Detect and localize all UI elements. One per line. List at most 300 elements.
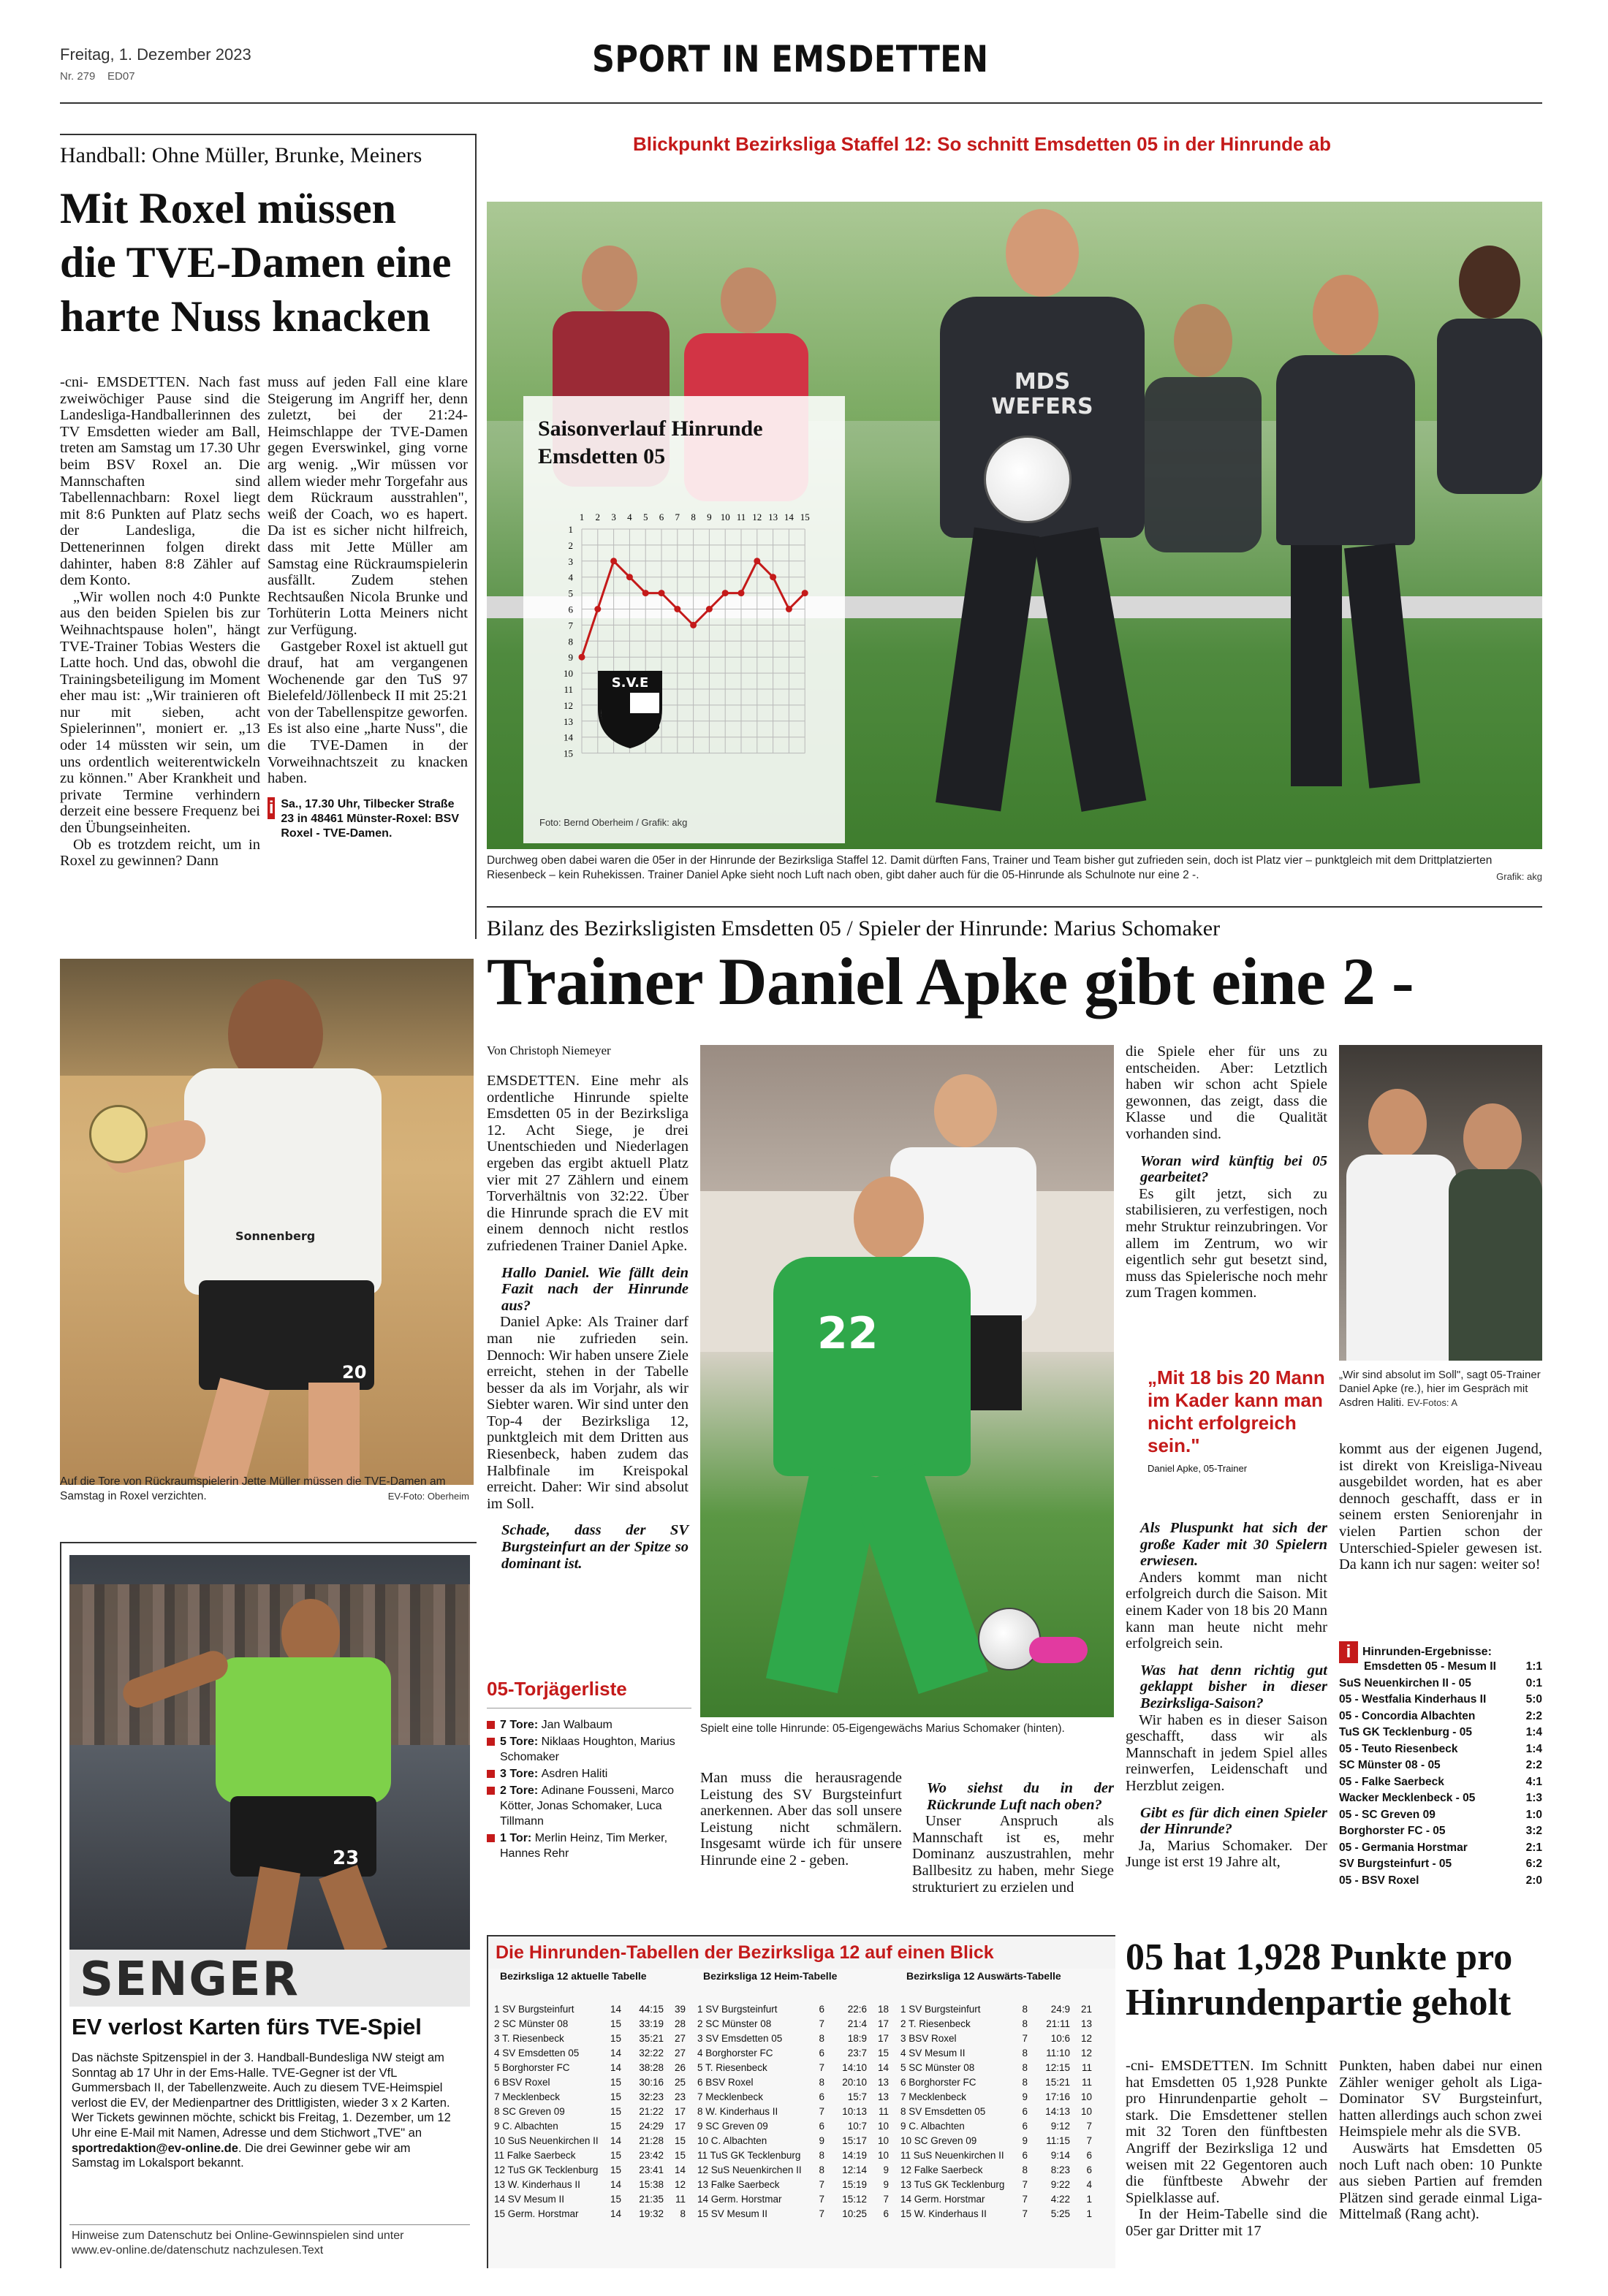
table-row <box>494 2017 691 2031</box>
masthead-rule <box>60 102 1542 104</box>
player-head <box>1368 1089 1427 1159</box>
table-row <box>900 2031 1112 2046</box>
data-point <box>690 622 697 628</box>
goals-cell: 11:15 <box>1046 2135 1070 2146</box>
y-tick-label: 6 <box>568 604 573 615</box>
paragraph: muss auf jeden Fall eine klare Steigerung im Angriff her, denn zuletzt, bei der 21:24-Heimschlappe der TVE-Damen gegen Everswinkel, ging vorne arg wenig. „Wir müssen vor allem wieder mehr Torgefahr aus dem Rückraum ausstrahlen", weiß der Coach, wo es hapert. Da ist es sicher nicht hilfreich, dass mit Jette Müller am Samstag eine Rückraumspielerin ausfällt. Zudem stehen Rechtsaußen Nicola Brunke und Torhüterin Lotta Meiners nicht zur Verfügung. <box>268 374 468 638</box>
main-col-3b <box>912 1770 1114 1896</box>
tickets-email-link[interactable]: sportredaktion@ev-online.de <box>72 2141 238 2155</box>
y-tick-label: 15 <box>564 748 573 759</box>
data-point <box>674 606 680 612</box>
info-icon: i <box>1339 1641 1358 1663</box>
result-row <box>1339 1725 1542 1741</box>
main-col-2b <box>700 1770 902 1869</box>
result-score: 6:2 <box>1525 1858 1542 1870</box>
y-tick-label: 4 <box>568 571 573 583</box>
sponsor-banner <box>69 1950 470 2007</box>
y-tick-label: 14 <box>564 731 573 743</box>
points-cell: 1 <box>1086 2194 1092 2205</box>
shirt-sponsor: Sonnenberg <box>235 1229 316 1243</box>
goals-cell: 35:21 <box>639 2033 664 2044</box>
team-cell: 2 T. Riesenbeck <box>900 2018 971 2029</box>
team-cell: 10 C. Albachten <box>697 2135 767 2146</box>
result-score: 4:1 <box>1525 1775 1542 1788</box>
bullet-icon <box>487 1770 495 1778</box>
goal-count: 3 Tore: <box>500 1768 542 1780</box>
x-tick-label: 14 <box>784 512 794 522</box>
handball-ball <box>89 1105 148 1163</box>
torjaeger-box <box>487 1678 691 1863</box>
result-row <box>1339 1774 1542 1791</box>
result-row <box>1339 1692 1542 1708</box>
games-cell: 6 <box>1022 2106 1028 2117</box>
x-tick-label: 4 <box>627 512 632 522</box>
byline: Von Christoph Niemeyer <box>487 1044 611 1057</box>
paragraph: die Spiele eher für uns zu entscheiden. Aber: Letztlich haben wir schon acht Spiele gewonnen, das zeigt, dass die Klasse und die Qualität vorhanden sind. <box>1126 1044 1327 1142</box>
team-cell: 9 SC Greven 09 <box>697 2121 768 2132</box>
paragraph: Daniel Apke: Als Trainer darf man nie zufrieden sein. Dennoch: Wir haben unsere Ziele erreicht, stehen in der Tabelle besser da als im Vorjahr, als wir Siebter waren. Wir sind unter den Top-4 der Bezirksliga 12, punktgleich mit dem Dritten aus Riesenbeck, haben zudem das Halbfinale im Kreispokal erreicht. Daher: Wir sind absolut im Soll. <box>487 1314 689 1512</box>
games-cell: 15 <box>610 2033 621 2044</box>
interview-question: Hallo Daniel. Wie fällt dein Fazit nach der Hinrunde aus? <box>501 1264 689 1314</box>
goal-count: 2 Tore: <box>500 1784 542 1797</box>
table-row <box>697 2002 895 2017</box>
tickets-text: Das nächste Spitzenspiel in der 3. Handball-Bundesliga NW steigt am Sonntag ab 17 Uhr in der Ems-Halle. TVE-Gegner ist der VfL Gummersbach II, der Tabellenzweite. Auch zu diesem TVE-Heimspiel verlost die EV, der Medienpartner des Drittligisten, wieder 3 x 2 Karten. Wer Tickets gewinnen möchte, schickt bis Freitag, 1. Dezember, um 12 Uhr eine E-Mail mit Namen, Adresse und dem Stichwort „TVE" an <box>72 2051 451 2140</box>
games-cell: 14 <box>610 2208 621 2219</box>
result-score: 0:1 <box>1525 1676 1542 1689</box>
interview-question: Wo siehst du in der Rückrunde Luft nach oben? <box>927 1780 1114 1813</box>
games-cell: 6 <box>819 2004 824 2015</box>
goals-cell: 19:32 <box>639 2208 664 2219</box>
points-cell: 12 <box>1080 2048 1092 2059</box>
table-title: Bezirksliga 12 Heim-Tabelle <box>703 1970 838 1982</box>
result-match: 05 - Westfalia Kinderhaus II <box>1339 1693 1487 1706</box>
points-cell: 9 <box>883 2179 889 2190</box>
goals-cell: 21:11 <box>1046 2018 1070 2029</box>
result-score: 1:0 <box>1525 1808 1542 1821</box>
scorer-row <box>487 1831 691 1861</box>
goals-cell: 22:6 <box>847 2004 867 2015</box>
coach-jacket <box>1449 1169 1542 1361</box>
games-cell: 6 <box>819 2048 824 2059</box>
points-cell: 15 <box>674 2150 686 2161</box>
result-match: SC Münster 08 - 05 <box>1339 1759 1441 1771</box>
paragraph: kommt aus der eigenen Jugend, ist direkt von Kreisliga-Niveau ausgebildet worden, hat es aber dennoch geschafft, dass er in seinem ersten Seniorenjahr in vielen Partien schon der Unterschied-Spieler gewesen ist. Da kann ich nur sagen: weiter so! <box>1339 1441 1542 1573</box>
goals-cell: 33:19 <box>639 2018 664 2029</box>
goals-cell: 21:35 <box>639 2194 664 2205</box>
points-cell: 13 <box>877 2077 889 2088</box>
x-tick-label: 2 <box>595 512 601 522</box>
data-point <box>738 590 745 596</box>
table-row <box>494 2163 691 2178</box>
goals-cell: 5:25 <box>1050 2208 1070 2219</box>
player-shirt <box>184 1068 382 1295</box>
games-cell: 15 <box>610 2121 621 2132</box>
table-row <box>697 2207 895 2221</box>
goals-cell: 21:28 <box>639 2135 664 2146</box>
pink-boot <box>1029 1637 1088 1663</box>
scorer-row <box>487 1717 691 1733</box>
banner-text: SENGER <box>80 1953 300 2007</box>
games-cell: 7 <box>819 2208 824 2219</box>
goals-cell: 18:9 <box>847 2033 867 2044</box>
tickets-body <box>72 2050 459 2171</box>
points-cell: 10 <box>877 2121 889 2132</box>
result-row <box>1339 1873 1542 1890</box>
goals-cell: 14:13 <box>1045 2106 1070 2117</box>
paragraph: Punkten, haben dabei nur einen Zähler weniger geholt als Liga-Dominator SV Burgsteinfurt, hatten allerdings auch schon zwei Heimspiele mehr als die SVB. <box>1339 2058 1542 2140</box>
points-cell: 26 <box>674 2062 686 2073</box>
coach-head <box>1463 1103 1522 1174</box>
games-cell: 8 <box>1022 2048 1028 2059</box>
result-match: Borghorster FC - 05 <box>1339 1825 1446 1837</box>
team-cell: 14 Germ. Horstmar <box>697 2194 782 2205</box>
team-cell: 15 SV Mesum II <box>697 2208 768 2219</box>
result-score: 2:2 <box>1525 1759 1542 1771</box>
table-away <box>900 1970 1112 2221</box>
scorer-row <box>487 1766 691 1782</box>
caption-credit: Grafik: akg <box>1496 871 1542 882</box>
result-row <box>1339 1807 1542 1824</box>
points-cell: 15 <box>877 2048 889 2059</box>
team-cell: 5 T. Riesenbeck <box>697 2062 767 2073</box>
soccer-ball <box>984 436 1072 523</box>
masthead-issue <box>60 70 135 83</box>
goals-cell: 15:12 <box>842 2194 867 2205</box>
goals-cell: 44:15 <box>639 2004 664 2015</box>
main-col-1 <box>487 1073 689 1572</box>
footer-link[interactable]: www.ev-online.de/datenschutz nachzulesen.Text <box>72 2244 324 2257</box>
bullet-icon <box>487 1721 495 1729</box>
table-row <box>494 2192 691 2207</box>
team-cell: 5 SC Münster 08 <box>900 2062 975 2073</box>
goals-cell: 11:10 <box>1046 2048 1070 2059</box>
result-row <box>1339 1659 1542 1676</box>
x-tick-label: 11 <box>736 512 746 522</box>
table-row <box>900 2192 1112 2207</box>
games-cell: 7 <box>1022 2179 1028 2190</box>
team-cell: 1 SV Burgsteinfurt <box>900 2004 981 2015</box>
goals-cell: 30:16 <box>639 2077 664 2088</box>
apke-caption <box>1339 1368 1542 1410</box>
result-match: 05 - BSV Roxel <box>1339 1874 1419 1887</box>
result-row <box>1339 1840 1542 1857</box>
goals-cell: 10:6 <box>1050 2033 1070 2044</box>
shorts-number: 23 <box>333 1847 360 1869</box>
games-cell: 7 <box>819 2194 824 2205</box>
headline-line-3: harte Nuss knacken <box>60 292 431 341</box>
games-cell: 9 <box>1022 2091 1028 2102</box>
player-leg <box>194 1377 270 1485</box>
table-row <box>900 2075 1112 2090</box>
result-row <box>1339 1741 1542 1758</box>
team-cell: 12 Falke Saerbeck <box>900 2164 983 2175</box>
result-score: 1:1 <box>1525 1660 1542 1673</box>
goals-cell: 20:10 <box>842 2077 867 2088</box>
result-score: 2:1 <box>1525 1841 1542 1854</box>
result-score: 3:2 <box>1525 1825 1542 1837</box>
games-cell: 7 <box>819 2106 824 2117</box>
result-match: SuS Neuenkirchen II - 05 <box>1339 1676 1471 1689</box>
goals-cell: 15:21 <box>1045 2077 1070 2088</box>
schomaker-photo <box>700 1045 1114 1717</box>
table-row <box>494 2134 691 2148</box>
data-point <box>770 574 776 580</box>
chart-title: Saisonverlauf Hinrunde Emsdetten 05 <box>538 417 763 468</box>
paragraph: -cni- EMSDETTEN. Im Schnitt hat Emsdetten 05 1,928 Punkte pro Hinrundenpartie geholt – stark. Die Emsdettener stellen mit 32 Toren den fünftbesten Angriff der Bezirksliga 12 und weisen mit 22 Gegentoren auch die fünftbeste Abwehr der Spielklasse auf. <box>1126 2058 1327 2206</box>
team-cell: 6 BSV Roxel <box>494 2077 550 2088</box>
points-cell: 10 <box>1080 2091 1092 2102</box>
paragraph: Anders kommt man nicht erfolgreich durch die Saison. Mit einem Kader von 18 bis 20 Mann kann man heute nicht mehr erfolgreich sein. <box>1126 1569 1327 1652</box>
games-cell: 14 <box>610 2048 621 2059</box>
team-cell: 7 Mecklenbeck <box>697 2091 764 2102</box>
goals-cell: 10:7 <box>847 2121 867 2132</box>
table-row <box>697 2148 895 2163</box>
caption-text: Durchweg oben dabei waren die 05er in der Hinrunde der Bezirksliga Staffel 12. Damit dürften Fans, Trainer und Team bisher gut zufrieden sein, doch ist Platz vier – punktgleich mit dem Drittplatzierten Riesenbeck – kein Ruhekissen. Trainer Daniel Apke sieht noch Luft nach oben, gibt daher auch für die 05-Hinrunde als Schulnote nur eine 2 -. <box>487 854 1493 881</box>
table-home <box>697 1970 895 2221</box>
result-score: 5:0 <box>1525 1693 1542 1706</box>
points-cell: 21 <box>1080 2004 1092 2015</box>
result-match: 05 - Concordia Albachten <box>1339 1709 1476 1722</box>
games-cell: 14 <box>610 2004 621 2015</box>
table-row <box>900 2119 1112 2134</box>
goals-cell: 32:22 <box>639 2048 664 2059</box>
season-chart <box>523 484 845 835</box>
paragraph: Unser Anspruch als Mannschaft ist es, mehr Dominanz auszustrahlen, mehr Ballbesitz zu haben, mehr Siege strukturiert zu erzielen und <box>912 1813 1114 1896</box>
table-title: Bezirksliga 12 aktuelle Tabelle <box>500 1970 647 1982</box>
photo-credit: EV-Fotos: A <box>1407 1397 1458 1408</box>
paragraph: Gastgeber Roxel ist aktuell gut drauf, hat am vergangenen Wochenende gar den TuS 97 Bielefeld/Jöllenbeck II mit 25:21 von der Tabellenspitze geworfen. Es ist also eine „harte Nuss", die die TVE-Damen in der Vorweihnachtszeit zu knacken haben. <box>268 638 468 787</box>
goals-cell: 14:10 <box>842 2062 867 2073</box>
points-cell: 6 <box>883 2208 889 2219</box>
games-cell: 14 <box>610 2135 621 2146</box>
points-cell: 39 <box>674 2004 686 2015</box>
caption-text: „Wir sind absolut im Soll", sagt 05-Trainer Daniel Apke (re.), hier im Gespräch mit Asdren Haliti. <box>1339 1369 1541 1409</box>
headline-line-1: Mit Roxel müssen <box>60 184 396 232</box>
table-row <box>900 2046 1112 2061</box>
player-leg <box>319 1865 387 1961</box>
data-point <box>610 558 617 564</box>
goals-cell: 24:9 <box>1050 2004 1070 2015</box>
club-logo-text: S.V.E <box>611 675 649 691</box>
paragraph: Wir haben es in dieser Saison geschafft, dass wir als Mannschaft in jedem Spiel alles reinwerfen, Leidenschaft und Herzblut zeigen. <box>1126 1711 1327 1794</box>
team-cell: 6 Borghorster FC <box>900 2077 976 2088</box>
handball-col-2 <box>268 374 468 841</box>
data-point <box>786 606 792 612</box>
data-point <box>594 606 601 612</box>
footer-line: Hinweise zum Datenschutz bei Online-Gewinnspielen sind unter <box>72 2230 404 2242</box>
team-cell: 2 SC Münster 08 <box>494 2018 569 2029</box>
table-row <box>697 2163 895 2178</box>
points-cell: 12 <box>1080 2033 1092 2044</box>
points-cell: 1 <box>1086 2208 1092 2219</box>
table-row <box>494 2207 691 2221</box>
team-cell: 10 SC Greven 09 <box>900 2135 977 2146</box>
games-cell: 7 <box>819 2179 824 2190</box>
teammate-player <box>1276 275 1415 786</box>
bullet-icon <box>487 1738 495 1746</box>
points-cell: 13 <box>1080 2018 1092 2029</box>
scorer-names: Niklaas Houghton, Marius Schomaker <box>500 1736 675 1763</box>
team-cell: 11 SuS Neuenkirchen II <box>900 2150 1004 2161</box>
points-cell: 13 <box>877 2091 889 2102</box>
scorer-names: Asdren Haliti <box>541 1768 608 1780</box>
results-title: Hinrunden-Ergebnisse: <box>1362 1646 1492 1658</box>
table-row <box>697 2192 895 2207</box>
team-cell: 11 TuS GK Tecklenburg <box>697 2150 801 2161</box>
y-tick-label: 5 <box>568 588 573 599</box>
result-score: 1:3 <box>1525 1792 1542 1804</box>
goals-cell: 15:38 <box>639 2179 664 2190</box>
quote-text: „Mit 18 bis 20 Mann im Kader kann man nicht erfolgreich sein." <box>1148 1366 1325 1456</box>
points-cell: 11 <box>675 2194 686 2205</box>
y-tick-label: 11 <box>564 684 573 695</box>
result-row <box>1339 1708 1542 1725</box>
result-row <box>1339 1856 1542 1873</box>
goals-cell: 23:42 <box>639 2150 664 2161</box>
table-current <box>494 1970 691 2221</box>
goal-count: 1 Tor: <box>500 1832 535 1844</box>
points-cell: 17 <box>674 2106 686 2117</box>
result-score: 1:4 <box>1525 1726 1542 1738</box>
team-cell: 3 T. Riesenbeck <box>494 2033 564 2044</box>
points-cell: 17 <box>877 2033 889 2044</box>
issue-number: Nr. 279 <box>60 70 96 83</box>
points-cell: 11 <box>1081 2062 1092 2073</box>
main-col-3c <box>1126 1510 1327 1871</box>
points-cell: 8 <box>680 2208 686 2219</box>
team-cell: 8 SV Emsdetten 05 <box>900 2106 986 2117</box>
games-cell: 8 <box>1022 2004 1028 2015</box>
table-row <box>697 2061 895 2075</box>
points-col-2 <box>1339 2058 1542 2223</box>
result-match: SV Burgsteinfurt - 05 <box>1339 1858 1452 1870</box>
team-cell: 13 TuS GK Tecklenburg <box>900 2179 1005 2190</box>
games-cell: 15 <box>610 2150 621 2161</box>
result-match: 05 - Germania Horstmar <box>1339 1841 1468 1854</box>
y-tick-label: 9 <box>568 652 573 664</box>
result-match: 05 - Falke Saerbeck <box>1339 1775 1444 1788</box>
table-row <box>900 2017 1112 2031</box>
points-cell: 7 <box>1086 2121 1092 2132</box>
points-cell: 28 <box>674 2018 686 2029</box>
goals-cell: 15:19 <box>842 2179 867 2190</box>
result-match: TuS GK Tecklenburg - 05 <box>1339 1726 1473 1738</box>
games-cell: 8 <box>819 2150 824 2161</box>
goals-cell: 9:14 <box>1050 2150 1070 2161</box>
table-row <box>697 2046 895 2061</box>
blickpunkt-caption <box>487 854 1542 884</box>
games-cell: 8 <box>1022 2164 1028 2175</box>
points-cell: 27 <box>674 2033 686 2044</box>
tables-heading: Die Hinrunden-Tabellen der Bezirksliga 12 auf einen Blick <box>496 1942 994 1963</box>
scorer-row <box>487 1734 691 1765</box>
table-row <box>697 2178 895 2192</box>
team-cell: 8 SC Greven 09 <box>494 2106 565 2117</box>
team-cell: 9 C. Albachten <box>900 2121 965 2132</box>
goals-cell: 21:22 <box>639 2106 664 2117</box>
team-cell: 12 SuS Neuenkirchen II <box>697 2164 802 2175</box>
points-col-1 <box>1126 2058 1327 2240</box>
paragraph: EMSDETTEN. Eine mehr als ordentliche Hinrunde spielte Emsdetten 05 in der Bezirksliga 12. Acht Siege, je drei Unentschieden und Niederlagen ergeben das ergibt aktuell Platz vier mit 27 Zählern und einem Torverhältnis von 32:22. Über die Hinrunde sprach die EV mit einem dennoch nicht restlos zufriedenen Trainer Daniel Apke. <box>487 1073 689 1254</box>
games-cell: 15 <box>610 2091 621 2102</box>
goals-cell: 24:29 <box>639 2121 664 2132</box>
info-text: Sa., 17.30 Uhr, Tilbecker Straße 23 in 48461 Münster-Roxel: BSV Roxel - TVE-Damen. <box>281 797 459 840</box>
y-tick-label: 7 <box>568 620 573 631</box>
table-row <box>900 2163 1112 2178</box>
points-cell: 11 <box>1081 2077 1092 2088</box>
x-tick-label: 8 <box>691 512 696 522</box>
points-cell: 15 <box>674 2135 686 2146</box>
data-point <box>642 590 649 596</box>
table-row <box>494 2031 691 2046</box>
team-cell: 3 BSV Roxel <box>900 2033 957 2044</box>
team-cell: 9 C. Albachten <box>494 2121 558 2132</box>
table-row <box>697 2134 895 2148</box>
table-row <box>900 2105 1112 2119</box>
table-row <box>900 2061 1112 2075</box>
points-cell: 7 <box>883 2194 889 2205</box>
points-cell: 14 <box>674 2164 686 2175</box>
table-row <box>697 2105 895 2119</box>
masthead-date: Freitag, 1. Dezember 2023 <box>60 45 251 64</box>
x-tick-label: 12 <box>752 512 762 522</box>
points-cell: 10 <box>877 2135 889 2146</box>
y-tick-label: 8 <box>568 636 573 647</box>
goal-count: 7 Tore: <box>500 1719 542 1731</box>
y-tick-label: 12 <box>564 699 573 711</box>
team-cell: 5 Borghorster FC <box>494 2062 570 2073</box>
headline-line-2: die TVE-Damen eine <box>60 238 452 286</box>
team-cell: 15 Germ. Horstmar <box>494 2208 579 2219</box>
team-cell: 4 Borghorster FC <box>697 2048 773 2059</box>
info-box <box>268 797 468 841</box>
goals-cell: 12:14 <box>842 2164 867 2175</box>
table-row <box>697 2090 895 2105</box>
result-row <box>1339 1757 1542 1774</box>
blickpunkt-heading: Blickpunkt Bezirksliga Staffel 12: So schnitt Emsdetten 05 in der Hinrunde ab <box>633 133 1331 155</box>
y-tick-label: 3 <box>568 555 573 567</box>
points-cell: 14 <box>877 2062 889 2073</box>
tables-header <box>487 1935 1115 1969</box>
main-col-3 <box>1126 1044 1327 1301</box>
games-cell: 6 <box>819 2121 824 2132</box>
games-cell: 14 <box>610 2062 621 2073</box>
result-score: 2:0 <box>1525 1874 1542 1887</box>
result-score: 1:4 <box>1525 1742 1542 1755</box>
points-cell: 25 <box>674 2077 686 2088</box>
table-row <box>494 2061 691 2075</box>
goals-cell: 10:25 <box>842 2208 867 2219</box>
team-cell: 15 W. Kinderhaus II <box>900 2208 987 2219</box>
x-tick-label: 3 <box>611 512 616 522</box>
games-cell: 7 <box>1022 2194 1028 2205</box>
table-row <box>697 2075 895 2090</box>
soccer-ball <box>978 1608 1041 1670</box>
handball-photo-caption <box>60 1475 469 1504</box>
team-cell: 14 SV Mesum II <box>494 2194 565 2205</box>
bullet-icon <box>487 1787 495 1795</box>
games-cell: 8 <box>1022 2018 1028 2029</box>
games-cell: 14 <box>610 2179 621 2190</box>
goals-cell: 15:7 <box>847 2091 867 2102</box>
torjaeger-list <box>487 1717 691 1861</box>
team-cell: 13 Falke Saerbeck <box>697 2179 780 2190</box>
info-icon: i <box>268 797 274 818</box>
main-headline: Trainer Daniel Apke gibt eine 2 - <box>487 944 1414 1019</box>
points-cell: 11 <box>878 2106 889 2117</box>
table-row <box>697 2119 895 2134</box>
main-player <box>918 209 1159 837</box>
